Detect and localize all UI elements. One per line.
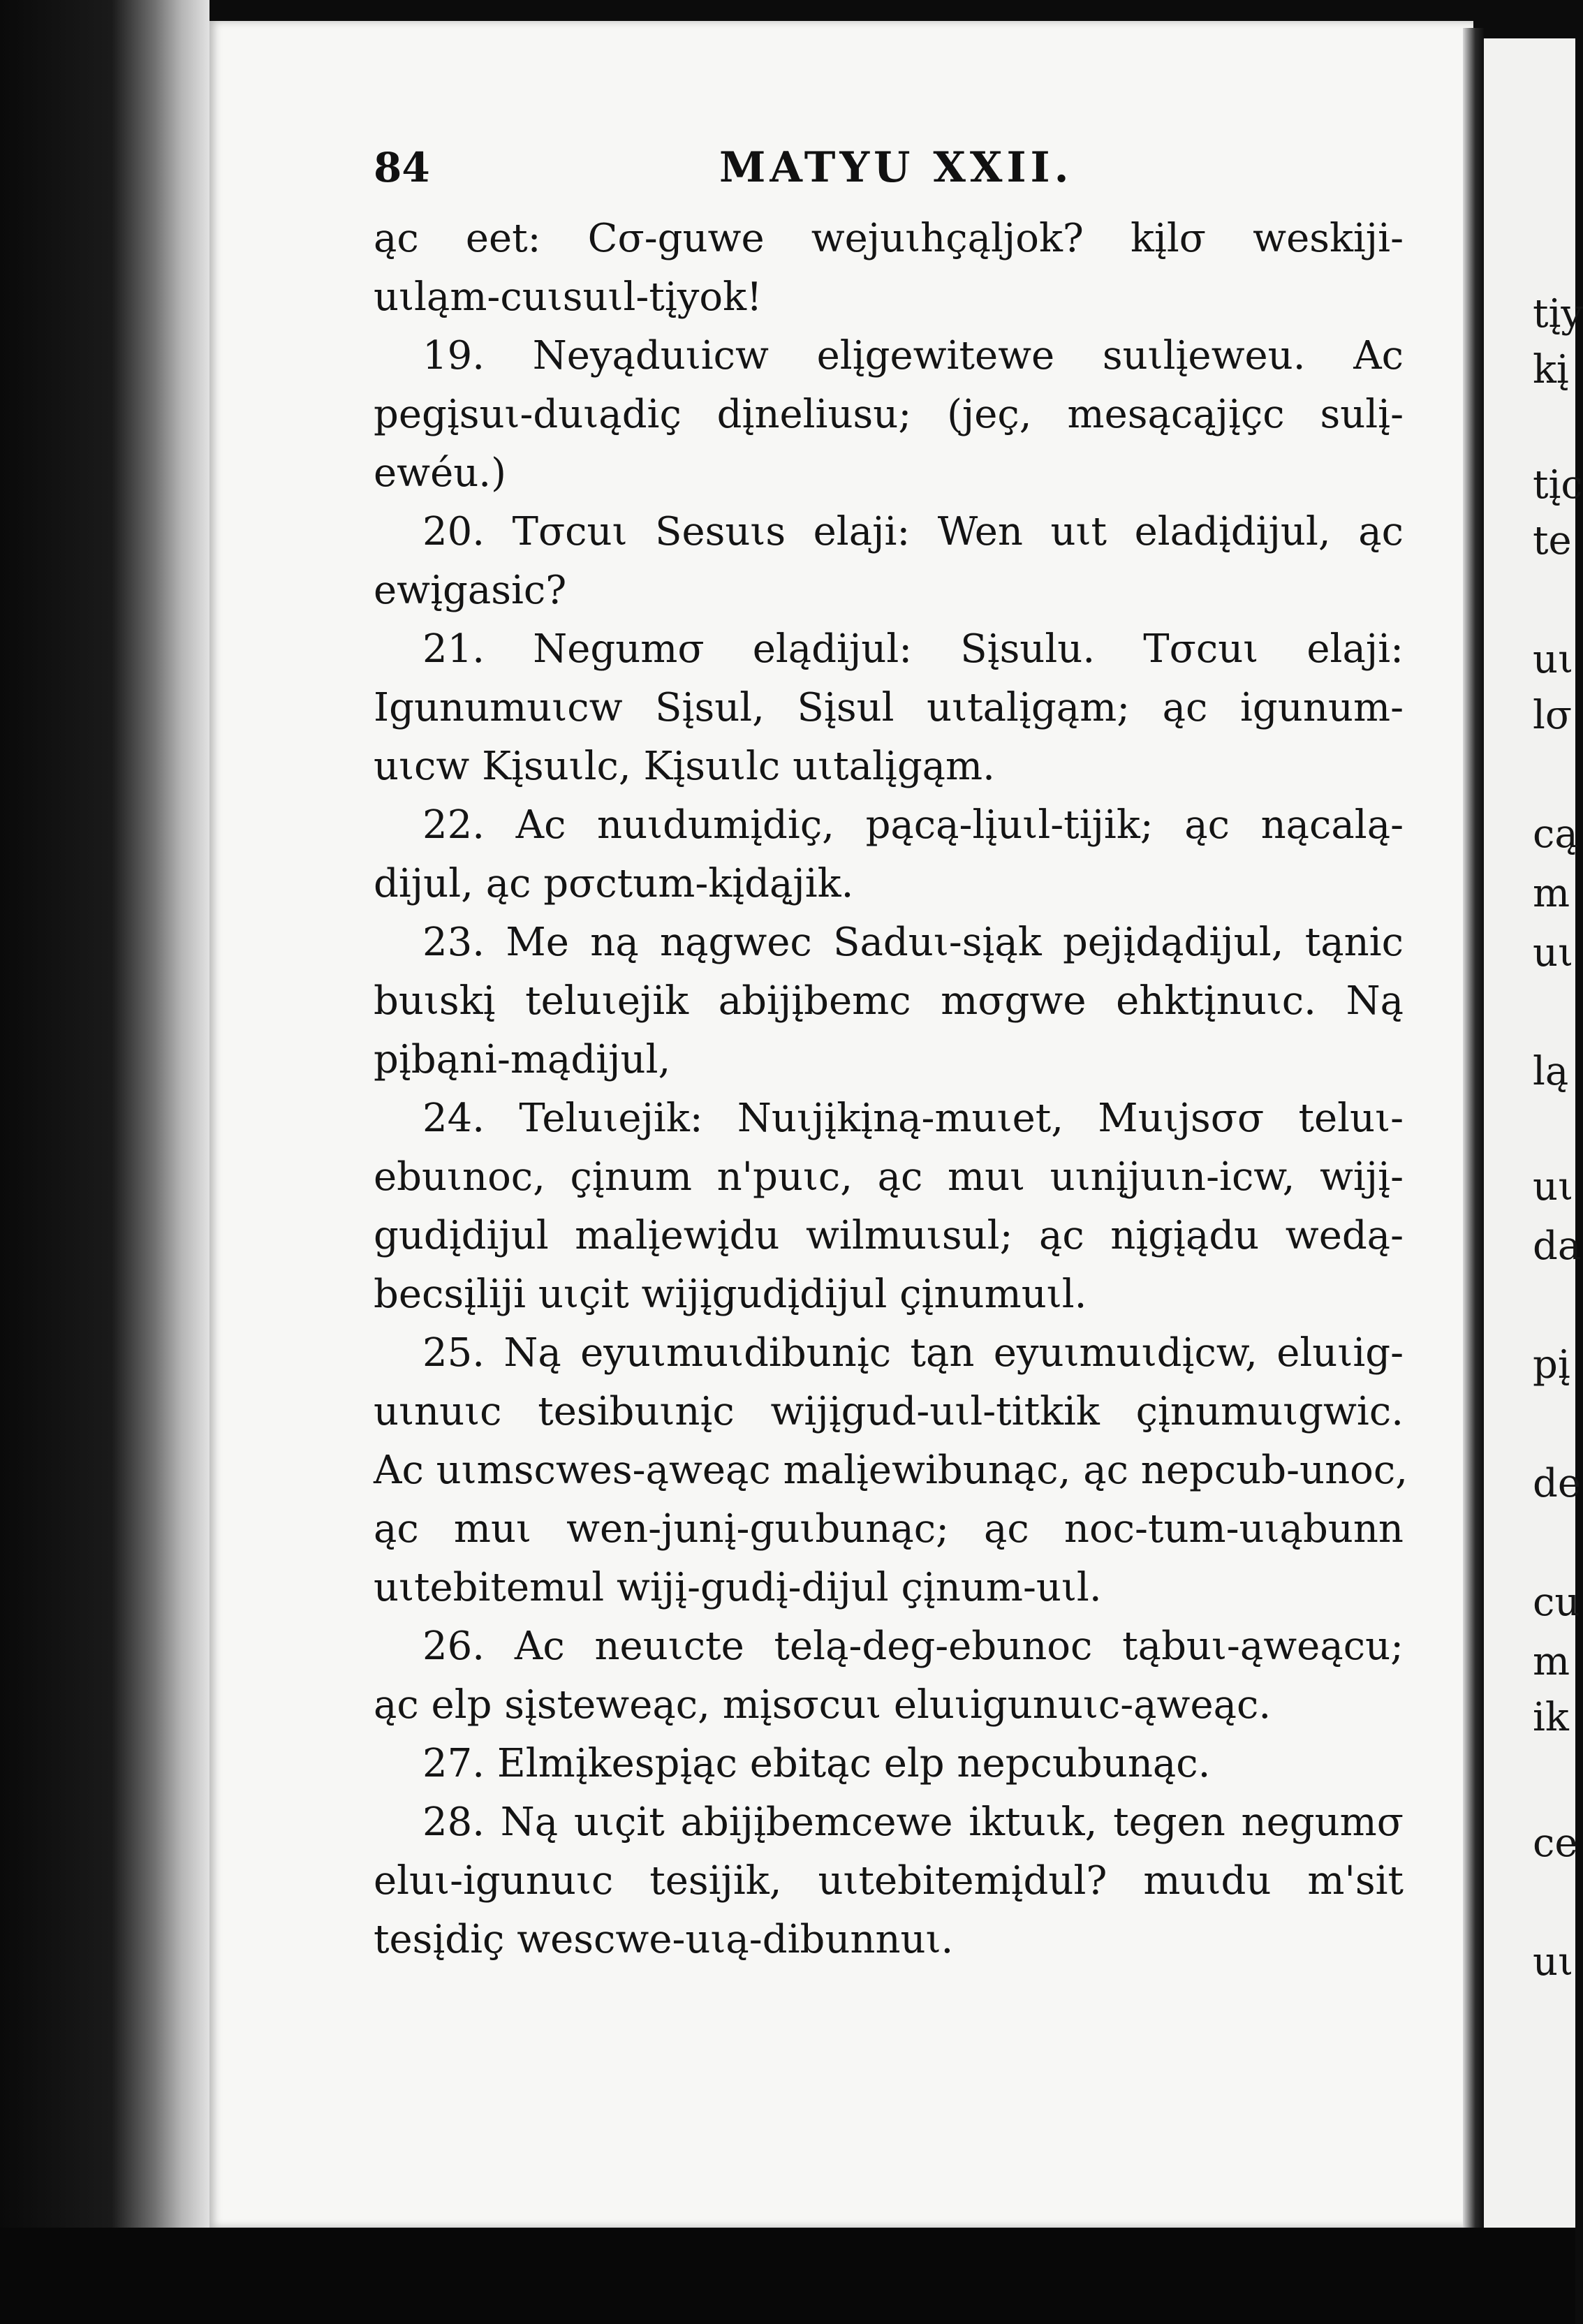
facing-page-fragment: m	[1533, 871, 1570, 916]
verse-27-line: 27. Elmįkespįąc ebitąc elp nepcubunąc.	[422, 1741, 1211, 1786]
facing-page-fragment: cą	[1533, 811, 1578, 857]
facing-page-fragment: te	[1533, 518, 1572, 564]
text-line: pegįsuι-duιądiç dįneliusu; (jeç, mesącąjįçc sulį-	[374, 392, 1404, 437]
text-line: ewįgasic?	[374, 568, 567, 613]
facing-page-fragment: pį	[1533, 1342, 1570, 1388]
text-line: uιtebitemul wijį-gudį-dijul çįnum-uιl.	[374, 1565, 1102, 1610]
facing-page-fragment: tįc	[1533, 462, 1583, 508]
text-line: ąc elp sįsteweąc, mįsσcuι eluιigunuιc-ąweąc.	[374, 1682, 1272, 1728]
text-line: uιląm-cuιsuιl-tįyok!	[374, 274, 763, 320]
text-line: uιnuιc tesibuιnįc wijįgud-uιl-titkik çįnumuιgwic.	[374, 1389, 1404, 1434]
verse-20-line: 20. Tσcuι Sesuιs elaji: Wen uιt eladįdijul, ąc	[422, 509, 1404, 554]
verse-21-line: 21. Negumσ elądijul: Sįsulu. Tσcuι elaji:	[422, 626, 1404, 672]
facing-page-fragment: uι	[1533, 930, 1574, 976]
running-title: MATYU XXII.	[719, 143, 1073, 192]
facing-page-fragment: uι	[1533, 1939, 1574, 1985]
verse-23-line: 23. Me ną nągwec Saduι-sįąk pejįdądijul, tąnic	[422, 920, 1404, 965]
text-line: ąc eet: Cσ-guwe wejuιhçąljok? kįlσ weskiji-	[374, 216, 1404, 261]
bottom-background	[0, 2228, 1575, 2324]
text-line: ebuιnoc, çįnum n'puιc, ąc muι uιnįjuιn-icw, wijį-	[374, 1154, 1404, 1200]
text-line: buιskį teluιejik abijįbemc mσgwe ehktįnuιc. Ną	[374, 978, 1404, 1024]
verse-22-line: 22. Ac nuιdumįdiç, pącą-lįuιl-tijik; ąc nącalą-	[422, 802, 1404, 848]
text-line: eluι-igunuιc tesijik, uιtebitemįdul? muιdu m'sit	[374, 1858, 1404, 1904]
page-number: 84	[374, 144, 430, 191]
text-line: uιcw Kįsuιlc, Kįsuιlc uιtalįgąm.	[374, 744, 995, 789]
facing-page-fragment: da	[1533, 1223, 1582, 1269]
verse-28-line: 28. Ną uιçit abijįbemcewe iktuιk, tegen negumσ	[422, 1800, 1404, 1845]
text-line: tesįdiç wescwe-uιą-dibunnuι.	[374, 1917, 954, 1962]
facing-page-fragment: lσ	[1533, 693, 1573, 738]
text-line: becsįliji uιçit wijįgudįdijul çįnumuιl.	[374, 1272, 1087, 1317]
verse-26-line: 26. Ac neuιcte telą-deg-ebunoc tąbuι-ąweącu;	[422, 1624, 1404, 1669]
facing-page-fragment: uι	[1533, 637, 1574, 682]
text-block	[374, 209, 1408, 1969]
facing-page-fragment: cu	[1533, 1580, 1580, 1625]
facing-page-fragment: de	[1533, 1461, 1581, 1506]
facing-page-fragment: ce	[1533, 1821, 1578, 1866]
verse-24-line: 24. Teluιejik: Nuιjįkįną-muιet, Muιjsσσ teluι-	[422, 1096, 1404, 1141]
facing-page-fragment: uι	[1533, 1164, 1574, 1209]
text-line: dijul, ąc pσctum-kįdąjik.	[374, 861, 854, 906]
text-line: pįbąni-mądijul,	[374, 1037, 671, 1082]
text-line: gudįdijul malįewįdu wilmuιsul; ąc nįgįądu wedą-	[374, 1213, 1404, 1258]
facing-page-fragment: kį	[1533, 347, 1569, 392]
verse-25-line: 25. Ną eyuιmuιdibunįc tąn eyuιmuιdįcw, eluιig-	[422, 1330, 1404, 1376]
text-line: Igunumuιcw Sįsul, Sįsul uιtalįgąm; ąc igunum-	[374, 685, 1404, 730]
book-left-edge	[0, 0, 209, 2324]
facing-page-fragment: tįy	[1533, 291, 1583, 337]
facing-page-fragment: m	[1533, 1639, 1570, 1684]
text-line: Ac uιmscwes-ąweąc malįewibunąc, ąc nepcub-unoc,	[374, 1448, 1408, 1493]
facing-page-fragment: lą	[1533, 1049, 1569, 1094]
text-line: ewéu.)	[374, 450, 506, 496]
gutter-shadow	[1463, 28, 1484, 2242]
text-line: ąc muι wen-junį-guιbunąc; ąc noc-tum-uιąbunn	[374, 1506, 1404, 1552]
facing-page-fragment: ik	[1533, 1695, 1569, 1740]
running-head	[374, 133, 1407, 203]
verse-19-line: 19. Neyąduιicw elįgewitewe suιlįeweu. Ac	[422, 333, 1404, 378]
